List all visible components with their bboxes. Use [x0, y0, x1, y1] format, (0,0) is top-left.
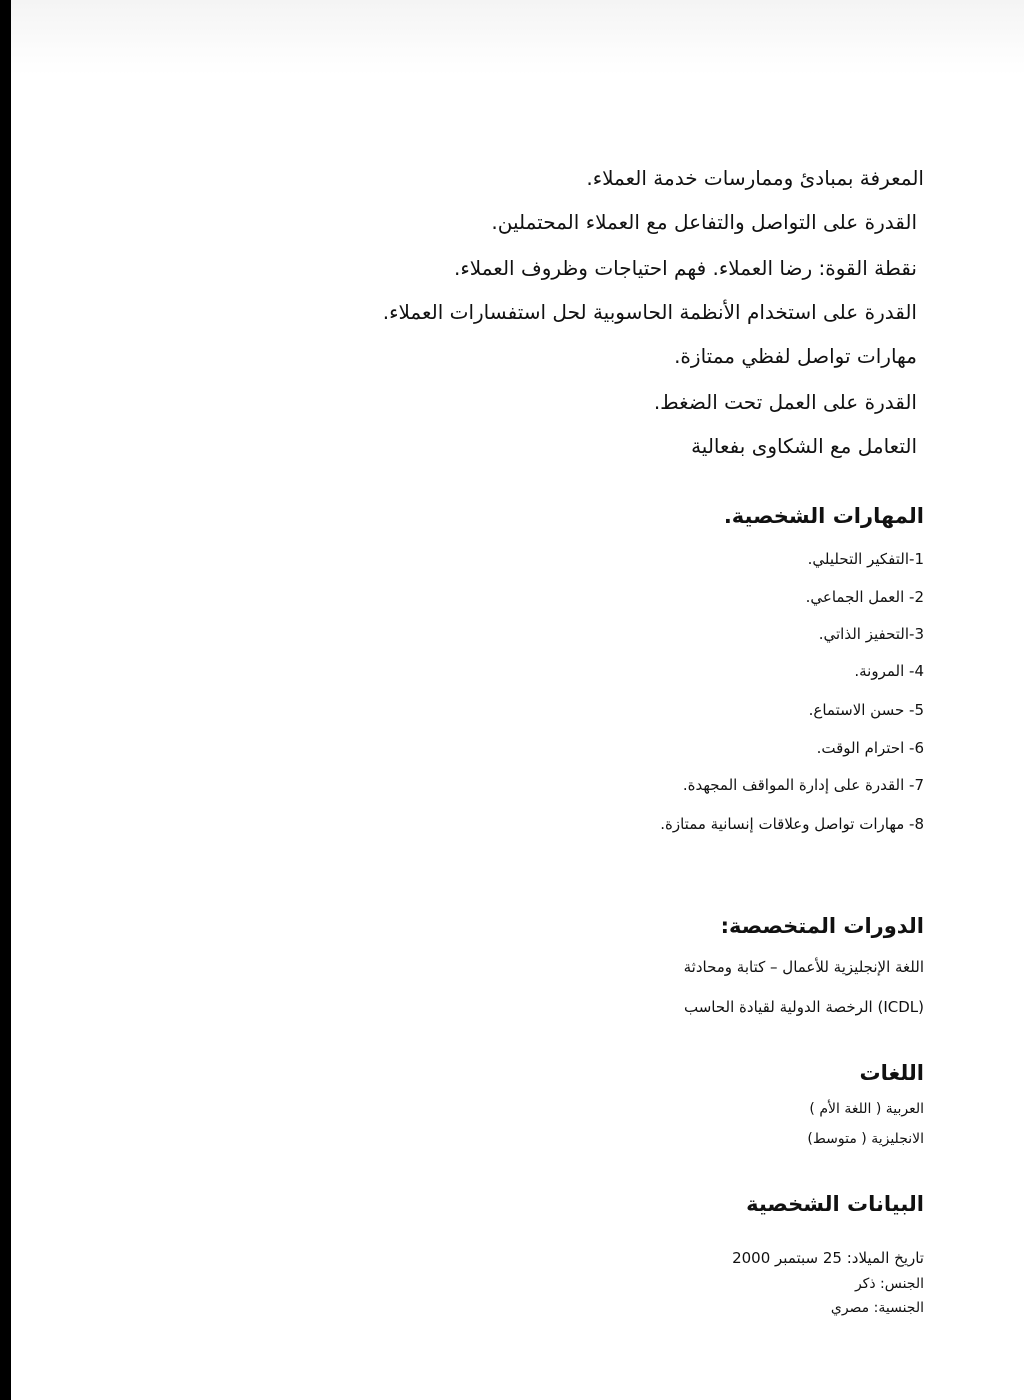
birth-date: تاريخ الميلاد: 25 سبتمبر 2000	[732, 1249, 924, 1267]
list-item: القدرة على التواصل والتفاعل مع العملاء المحتملين.	[491, 210, 917, 234]
courses-heading: الدورات المتخصصة:	[720, 914, 924, 938]
languages-heading: اللغات	[859, 1061, 924, 1085]
list-item: 6- احترام الوقت.	[816, 739, 924, 757]
list-item: الانجليزية ( متوسط)	[807, 1131, 924, 1147]
list-item: المعرفة بمبادئ وممارسات خدمة العملاء.	[586, 166, 924, 190]
list-item: 8- مهارات تواصل وعلاقات إنسانية ممتازة.	[660, 815, 924, 833]
list-item: 2- العمل الجماعي.	[805, 588, 924, 606]
list-item: القدرة على العمل تحت الضغط.	[653, 390, 917, 414]
nationality: الجنسية: مصري	[830, 1300, 924, 1316]
list-item: 4- المرونة.	[854, 662, 924, 680]
left-edge-bar	[0, 0, 11, 1400]
list-item: التعامل مع الشكاوى بفعالية	[691, 434, 917, 458]
personal-data-heading: البيانات الشخصية	[746, 1192, 924, 1216]
list-item: نقطة القوة: رضا العملاء. فهم احتياجات وظروف العملاء.	[454, 256, 917, 280]
list-item: (ICDL) الرخصة الدولية لقيادة الحاسب	[683, 998, 924, 1016]
list-item: القدرة على استخدام الأنظمة الحاسوبية لحل استفسارات العملاء.	[382, 300, 917, 324]
cv-page	[11, 0, 1024, 1400]
personal-skills-heading: المهارات الشخصية.	[723, 504, 924, 528]
list-item: 7- القدرة على إدارة المواقف المجهدة.	[682, 776, 924, 794]
list-item: اللغة الإنجليزية للأعمال – كتابة ومحادثة	[683, 958, 924, 976]
list-item: 5- حسن الاستماع.	[808, 701, 924, 719]
list-item: مهارات تواصل لفظي ممتازة.	[674, 344, 917, 368]
list-item: 3-التحفيز الذاتي.	[818, 625, 924, 643]
list-item: 1-التفكير التحليلي.	[807, 550, 924, 568]
gender: الجنس: ذكر	[854, 1276, 924, 1292]
list-item: العربية ( اللغة الأم )	[809, 1101, 924, 1117]
